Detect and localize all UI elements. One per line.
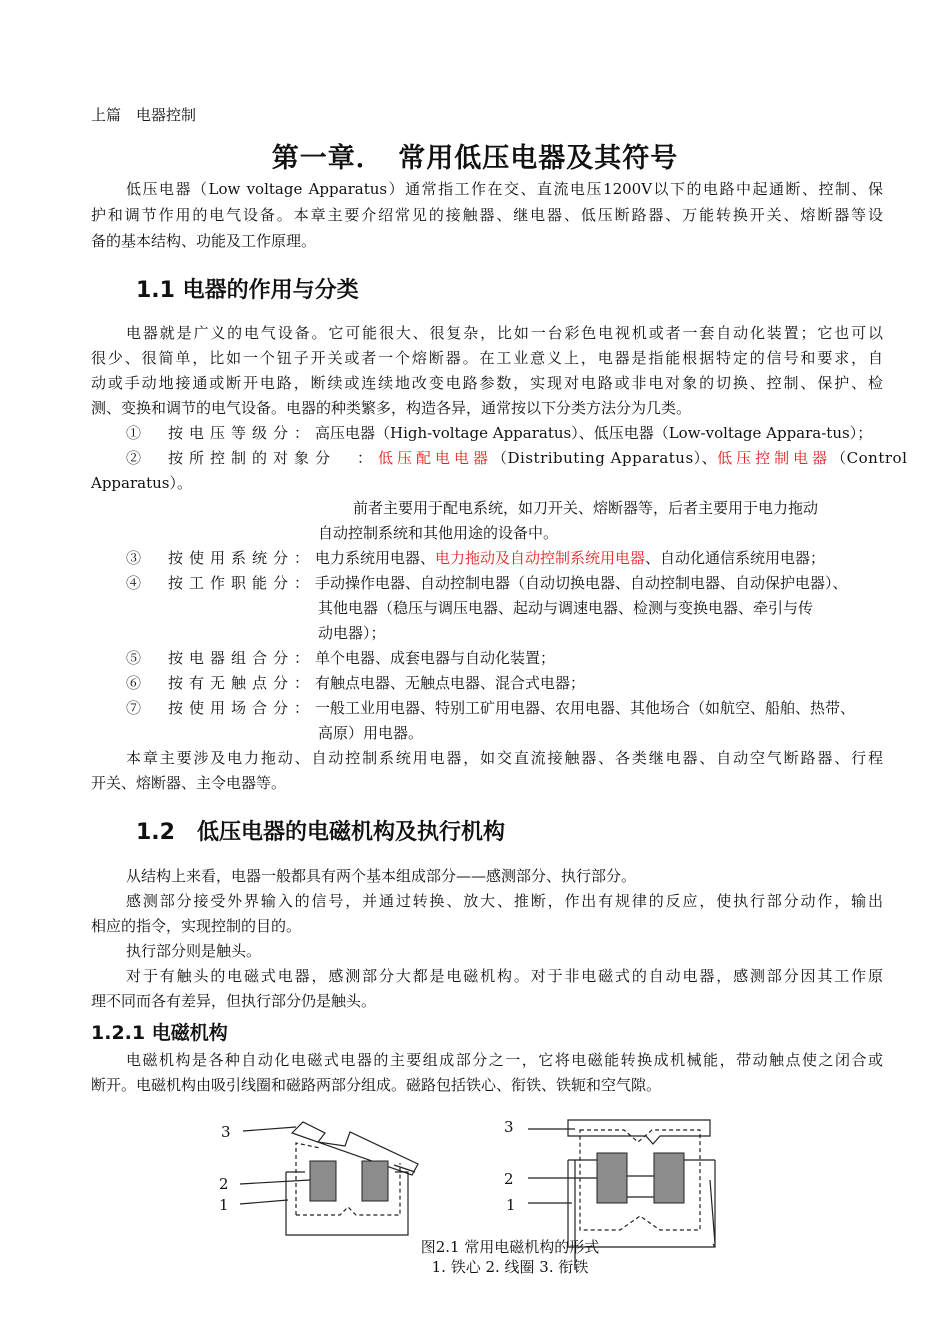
left-leader-2 [240,1180,310,1184]
class-item-4-cont: 其他电器（稳压与调压电器、起动与调速电器、检测与变换电器、牵引与传 [318,599,814,617]
s1-summary-line: 开关、熔断器、主令电器等。 [91,774,287,792]
header-part: 上篇 电器控制 [91,106,197,124]
class-item-4-cont: 动电器）； [318,624,386,642]
s1-para-line: 电器就是广义的电气设备。它可能很大、很复杂，比如一台彩色电视机或者一套自动化装置；它也可以 [126,324,883,342]
left-coil [310,1161,336,1201]
right-label-3: 3 [504,1118,514,1136]
right-core [568,1160,715,1247]
class-item-label: ① 按电压等级分： [126,424,316,442]
right-label-2: 2 [504,1170,514,1188]
class-item-7-cont: 高原）用电器。 [318,724,424,742]
class-item-4 [126,571,918,596]
class-item-label: ② 按所控制的对象分 ： [126,449,379,467]
class-item-label: ⑦ 按使用场合分： [126,699,316,717]
class-item-text: 手动操作电器、自动控制电器（自动切换电器、自动控制电器、自动保护电器）、 [315,574,848,592]
class-item-red: 电力拖动及自动控制系统用电器 [435,549,646,567]
s2-para-line: 对于有触头的电磁式电器，感测部分大都是电磁机构。对于非电磁式的自动电器，感测部分因其工作原 [126,967,883,985]
left-coil [362,1161,388,1201]
intro-line: 护和调节作用的电气设备。本章主要介绍常见的接触器、继电器、低压断路器、万能转换开关、熔断器等设 [91,206,883,224]
section-1-2-1-title: 1.2.1 电磁机构 [91,1022,228,1044]
class-item-red: 低压控制电器 [717,449,832,467]
s1-para-line: 动或手动地接通或断开电路，断续或连续地改变电路参数，实现对电路或非电对象的切换、控制、保护、检 [91,374,883,392]
s2-para: 从结构上来看，电器一般都具有两个基本组成部分——感测部分、执行部分。 [126,867,637,885]
class-item-label: ⑥ 按有无触点分： [126,674,316,692]
s2-para-line: 相应的指令，实现控制的目的。 [91,917,302,935]
figure-caption: 图2.1 常用电磁机构的形式 [420,1238,600,1256]
chapter-title: 第一章． 常用低压电器及其符号 [271,143,679,174]
intro-line: 低压电器（Low voltage Apparatus）通常指工作在交、直流电压1200V以下的电路中起通断、控制、保 [126,180,883,198]
class-item-5 [126,646,918,671]
class-item-2-note: 前者主要用于配电系统，如刀开关、熔断器等，后者主要用于电力拖动 [353,499,819,517]
class-item-3 [126,546,918,571]
class-item-label: ⑤ 按电器组合分： [126,649,316,667]
class-item-text: 电力系统用电器、 [315,549,436,567]
section-1-1-title: 1.1 电器的作用与分类 [136,278,359,303]
class-item-7 [126,696,918,721]
class-item-label: ③ 按使用系统分： [126,549,316,567]
class-item-text: （Distributing Apparatus）、 [492,449,718,467]
class-item-text: 高压电器（High-voltage Apparatus）、低压电器（Low-voltage Appara-tus）； [315,424,873,442]
s1-summary-line: 本章主要涉及电力拖动、自动控制系统用电器，如交直流接触器、各类继电器、自动空气断路器、行程 [126,749,883,767]
class-item-text: 有触点电器、无触点电器、混合式电器； [315,674,586,692]
s21-para-line: 断开。电磁机构由吸引线圈和磁路两部分组成。磁路包括铁心、衔铁、铁轭和空气隙。 [91,1076,662,1094]
s2-para-line: 理不同而各有差异，但执行部分仍是触头。 [91,992,377,1010]
right-label-1: 1 [506,1196,516,1214]
class-item-text: （Control [831,449,908,467]
class-item-2-note: 自动控制系统和其他用途的设备中。 [318,524,559,542]
intro-line: 备的基本结构、功能及工作原理。 [91,232,317,250]
left-leader-1 [240,1200,288,1204]
right-coil [597,1153,627,1203]
s2-para-line: 感测部分接受外界输入的信号，并通过转换、放大、推断，作出有规律的反应，使执行部分动作，输出 [126,892,883,910]
left-label-1: 1 [219,1196,229,1214]
class-item-2 [126,446,918,471]
s1-para-line: 很少、很简单，比如一个钮子开关或者一个熔断器。在工业意义上，电器是指能根据特定的信号和要求，自 [91,349,883,367]
section-1-2-title: 1.2 低压电器的电磁机构及执行机构 [136,820,505,845]
s21-para-line: 电磁机构是各种自动化电磁式电器的主要组成部分之一，它将电磁能转换成机械能，带动触点使之闭合或 [126,1051,883,1069]
class-item-text: 、自动化通信系统用电器； [645,549,826,567]
right-coil [654,1153,684,1203]
left-core [286,1172,408,1235]
left-label-3: 3 [221,1123,231,1141]
left-leader-3 [243,1127,296,1131]
class-item-6 [126,671,918,696]
s2-para: 执行部分则是触头。 [126,942,262,960]
class-item-text: 单个电器、成套电器与自动化装置； [315,649,556,667]
left-label-2: 2 [219,1175,229,1193]
class-item-text: 一般工业用电器、特别工矿用电器、农用电器、其他场合（如航空、船舶、热带、 [315,699,856,717]
s1-para-line: 测、变换和调节的电气设备。电器的种类繁多，构造各异，通常按以下分类方法分为几类。 [91,399,692,417]
class-item-2-cont: Apparatus）。 [91,474,192,492]
figure-legend: 1. 铁心 2. 线圈 3. 衔铁 [431,1258,589,1276]
class-item-1 [126,421,918,446]
class-item-label: ④ 按工作职能分： [126,574,316,592]
class-item-red: 低压配电电器 [378,449,493,467]
